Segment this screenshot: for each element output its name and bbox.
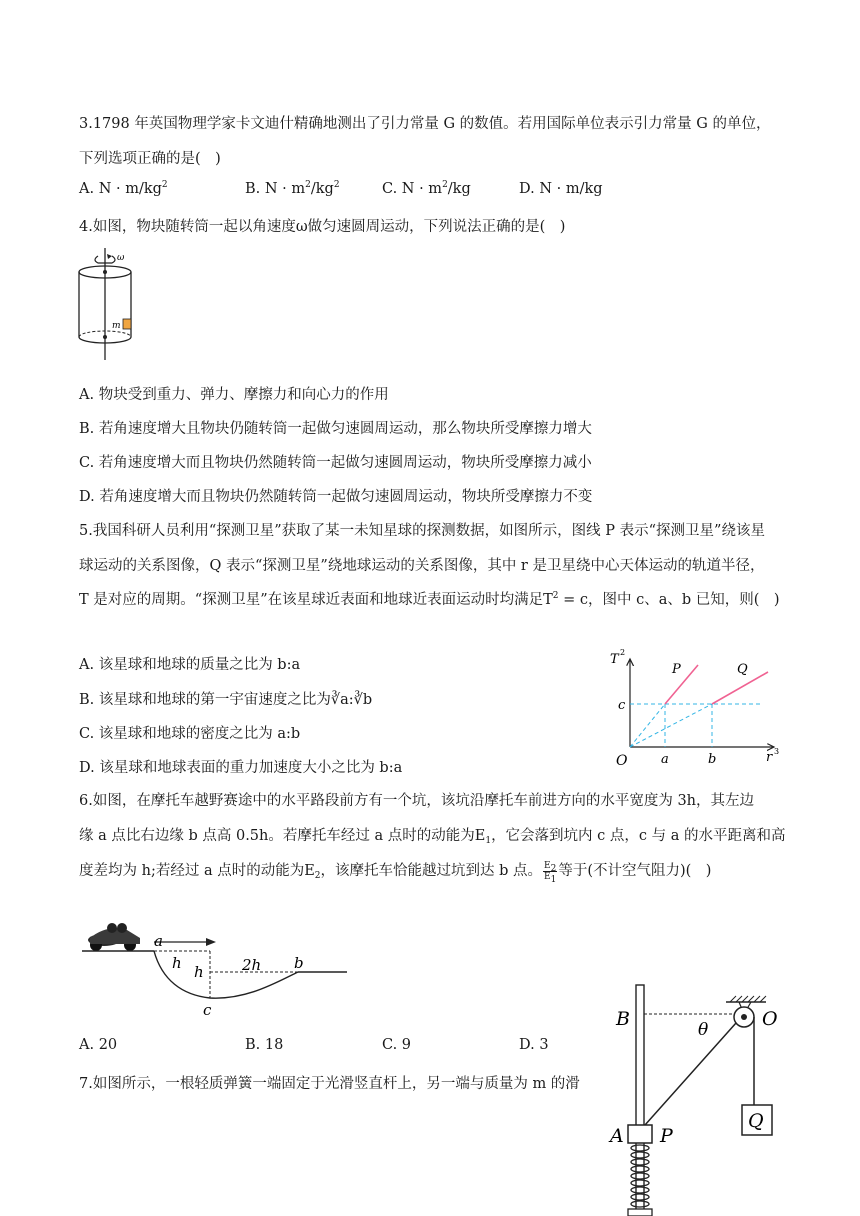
label-b: B bbox=[616, 1008, 630, 1030]
q4-option-b: B. 若角速度增大且物块仍随转筒一起做匀速圆周运动，那么物块所受摩擦力增大 bbox=[79, 421, 592, 437]
q6-stem-line2: 缘 a 点比右边缘 b 点高 0.5h。若摩托车经过 a 点时的动能为$E_1$，它会落到坑内 c 点，c 与 a 的水平距离和高 bbox=[79, 828, 786, 846]
q3-option-c: C. $N \cdot m^2/kg$ bbox=[382, 180, 471, 197]
q3-option-d: D. N · m/kg bbox=[519, 181, 603, 197]
h-label-2: h bbox=[194, 963, 204, 981]
motorcycle-icon bbox=[88, 923, 140, 951]
q5-option-a: A. 该星球和地球的质量之比为 b:a bbox=[79, 657, 301, 673]
q5-stem-line2: 球运动的关系图像，Q 表示“探测卫星”绕地球运动的关系图像，其中 r 是卫星绕中心天体运动的轨道半径， bbox=[79, 558, 765, 574]
omega-label: ω bbox=[117, 253, 125, 263]
q4-option-d: D. 若角速度增大而且物块仍然随转筒一起做匀速圆周运动，物块所受摩擦力不变 bbox=[79, 489, 593, 505]
b-tick-label: b bbox=[708, 752, 717, 767]
q4-option-c: C. 若角速度增大而且物块仍然随转筒一起做匀速圆周运动，物块所受摩擦力减小 bbox=[79, 455, 592, 471]
q3-stem-line1: 3.1798 年英国物理学家卡文迪什精确地测出了引力常量 G 的数值。若用国际单位表示引力常量 G 的单位， bbox=[79, 116, 771, 132]
label-p: P bbox=[660, 1125, 673, 1147]
rotating-cylinder-figure bbox=[72, 248, 142, 363]
label-q: Q bbox=[748, 1110, 764, 1132]
c-label: c bbox=[618, 698, 626, 713]
origin-label: O bbox=[616, 753, 628, 769]
label-theta: θ bbox=[698, 1020, 709, 1040]
h-label-1: h bbox=[172, 954, 182, 972]
y-axis-sup: 2 bbox=[620, 648, 626, 657]
t2-r3-graph bbox=[606, 645, 786, 767]
pulley-spring-figure bbox=[608, 985, 808, 1216]
q4-stem: 4.如图，物块随转筒一起以角速度ω做匀速圆周运动，下列说法正确的是( ) bbox=[79, 219, 566, 235]
label-o: O bbox=[762, 1008, 778, 1030]
q6-option-a: A. 20 bbox=[79, 1037, 118, 1053]
point-a-label: a bbox=[154, 932, 163, 950]
q6-option-d: D. 3 bbox=[519, 1037, 549, 1053]
label-a: A bbox=[610, 1125, 624, 1147]
q-label: Q bbox=[737, 662, 748, 677]
q3-option-b: B. $N \cdot m^2/kg^2$ bbox=[245, 180, 340, 197]
q3-option-a: A. $N \cdot m/kg^2$ bbox=[79, 180, 168, 197]
q6-option-b: B. 18 bbox=[245, 1037, 284, 1053]
x-axis-label: r bbox=[766, 750, 773, 765]
motorcycle-pit-figure bbox=[82, 920, 352, 1030]
mass-label: m bbox=[112, 321, 121, 331]
q5-option-b: B. 该星球和地球的第一宇宙速度之比为∛a:∛b bbox=[79, 692, 373, 708]
y-axis-label: T bbox=[610, 652, 619, 667]
x-axis-sup: 3 bbox=[774, 747, 780, 756]
q5-stem-line1: 5.我国科研人员利用“探测卫星”获取了某一未知星球的探测数据，如图所示，图线 P 表示“探测卫星”绕该星 bbox=[79, 523, 765, 539]
q5-option-c: C. 该星球和地球的密度之比为 a:b bbox=[79, 726, 301, 742]
a-tick-label: a bbox=[661, 752, 669, 767]
point-b-label: b bbox=[294, 954, 304, 972]
q7-stem: 7.如图所示，一根轻质弹簧一端固定于光滑竖直杆上，另一端与质量为 m 的滑 bbox=[79, 1076, 580, 1092]
energy-ratio-fraction: $\frac{E_2}{E_1}$ bbox=[544, 860, 557, 885]
2h-label: 2h bbox=[242, 956, 262, 974]
p-label: P bbox=[672, 662, 681, 677]
q5-option-d: D. 该星球和地球表面的重力加速度大小之比为 b:a bbox=[79, 760, 403, 776]
q6-option-c: C. 9 bbox=[382, 1037, 412, 1053]
point-c-label: c bbox=[203, 1001, 212, 1019]
q6-stem-line1: 6.如图，在摩托车越野赛途中的水平路段前方有一个坑，该坑沿摩托车前进方向的水平宽度为 3h，其左边 bbox=[79, 793, 755, 809]
q3-stem-line2: 下列选项正确的是( ) bbox=[79, 151, 221, 167]
line-p bbox=[665, 665, 698, 704]
q5-stem-line3: T 是对应的周期。“探测卫星”在该星球近表面和地球近表面运动时均满足$T^2 = c$，图中 c、a、b 已知，则( ) bbox=[79, 591, 780, 608]
q6-stem-line3: 度差均为 h;若经过 a 点时的动能为$E_2$，该摩托车恰能越过坑到达 b 点。 $\frac{E_2}{E_1}$ 等于(不计空气阻力)( ) bbox=[79, 860, 712, 885]
q4-option-a: A. 物块受到重力、弹力、摩擦力和向心力的作用 bbox=[79, 387, 389, 403]
